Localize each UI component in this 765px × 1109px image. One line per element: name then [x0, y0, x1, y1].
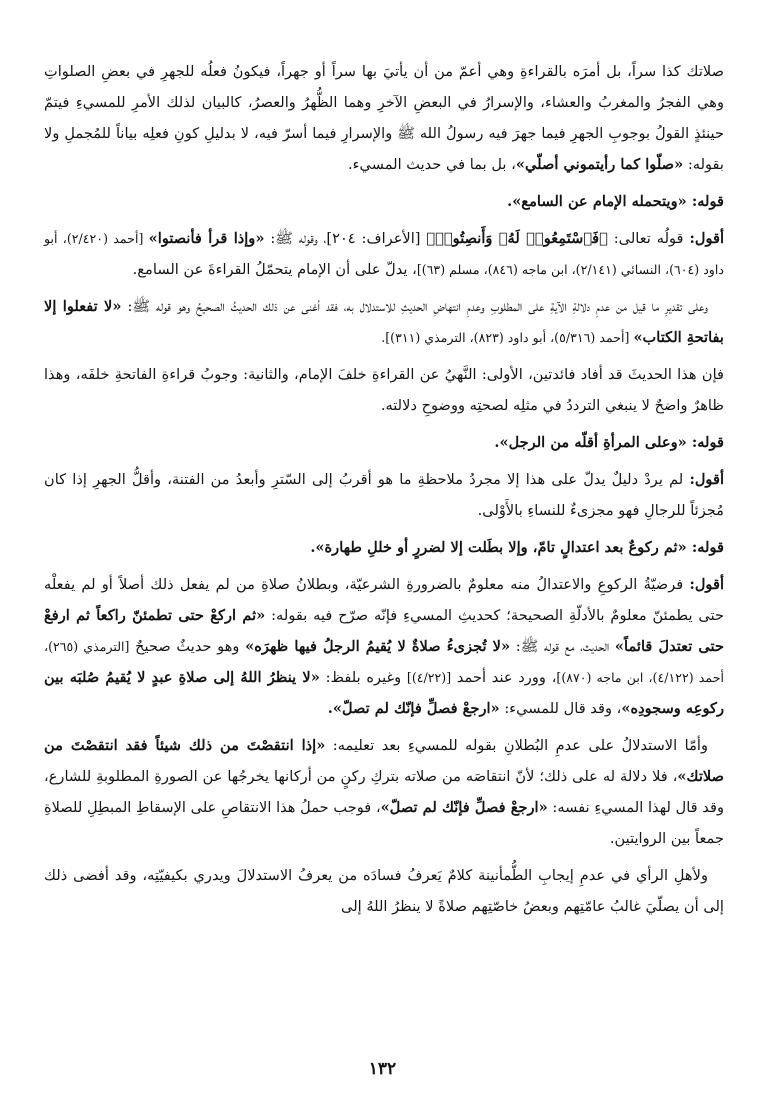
bold-text-run: قوله: «ثم ركوعٌ بعد اعتدالٍ تامّ، وإلا بطَلت إلا لضررٍ أو خللِ طهارة». — [310, 539, 724, 556]
citation-run: [أحمد (٢/٤٢٠)، أبو داود (٦٠٤)، النسائي (٢/١٤١)، ابن ماجه (٨٤٦)، مسلم (٦٣)] — [44, 231, 724, 277]
text-run: وهو حديثٌ صحيحٌ — [129, 638, 246, 655]
paragraph-aqul-ruku — [44, 569, 724, 724]
citation-run: [(٤/٢٢)] — [406, 670, 452, 685]
bold-text-run: أقول: — [689, 230, 725, 247]
bold-text-run: «لا ينظرُ اللهُ إلى صلاةِ عبدٍ لا يُقيمُ صُلبَه بين ركوعِه وسجودِه» — [44, 669, 724, 717]
text-run: وغيره بلفظ: — [319, 669, 407, 686]
bold-text-run: «وإذا قرأ فأنصتوا» — [148, 230, 265, 247]
text-run: وأمّا الاستدلالُ على عدمِ البُطلانِ بقوله للمسيءِ بعد تعليمه: — [325, 737, 708, 754]
text-run: ، فوجب حملُ هذا الانتقاصِ على الإسقاطِ المبطِلِ للصلاةِ جمعاً بين الروايتين. — [44, 799, 724, 847]
citation-run: [الترمذي (٢٦٥)، أحمد (٤/١٢٢)، ابن ماجه (٨٧٠)] — [44, 639, 724, 685]
text-run: وعلى تقديرِ ما قيل من عدمِ دلالةِ الآيةِ على المطلوبِ وعدمِ انتهاضِ الحديثِ للاستدلال به، فقد أغنى عن ذلك الحديثُ الصحيحُ وهو قوله ﷺ: — [121, 298, 708, 315]
paragraph-taqdir — [44, 291, 724, 353]
citation-run: [أحمد (٥/٣١٦)، أبو داود (٨٢٣)، الترمذي (٣١١)]. — [381, 330, 634, 345]
paragraph-ahl-al-ray — [44, 860, 724, 922]
page-body — [44, 56, 724, 922]
text-run: فرضيّةُ الركوعِ والاعتدالُ منه معلومٌ بالضرورةِ الشرعيّة، وبطلانُ صلاةِ من لم يفعل ذلك أصلاً أو لم يفعلْه حتى يطمئنّ معلومٌ بالأدلّةِ الصحيحة؛ كحديثِ المسيءِ فإنّه صرّح فيه بقوله: — [44, 576, 724, 624]
text-run: ، فلا دلالة له على ذلك؛ لأنّ انتقاصَه من صلاته بتركِ ركنٍ من أركانها يخرجُها عن الصورةِ المطلوبةِ للشارع، وقد قال لهذا المسيءِ نفسه: — [44, 768, 724, 816]
page-number: ١٣٢ — [368, 1059, 397, 1079]
bold-text-run: ﴿فَٱسْتَمِعُوا۟ لَهُۥ وَأَنصِتُوا۟﴾ — [426, 230, 608, 247]
bold-text-run: «لا تُجزىءُ صلاةٌ لا يُقيمُ الرجلُ فيها ظهرَه» — [245, 638, 511, 655]
text-run: صلاتك كذا سراً، بل أمرَه بالقراءةِ وهي أعمّ من أن يأتيَ بها سراً أو جهراً، فيكونُ فعلُه للجهرِ في بعضِ الصلواتِ وهي الفجرُ والمغربُ والعشاء، والإسرارُ في البعضِ الآخرِ وهما الظُّهرُ والعصرُ، كالبيان لذلك الأمرِ للمسيءِ فيتمّ حينئذٍ القولُ بوجوبِ الجهرِ فيما جهرَ فيه رسولُ الله ﷺ والإسرارِ فيما أسرّ فيه، لا بدليلِ كونِ فعلِه بياناً للمُجملِ ولا بقوله: — [44, 63, 724, 173]
text-run: ، وقد قال للمسيء: — [499, 700, 622, 717]
text-run: ، وورد عند أحمد — [451, 669, 557, 686]
heading-qawluhu-marah — [44, 427, 724, 458]
text-run: الحديث، مع قوله ﷺ: — [510, 638, 615, 655]
text-run: [الأعراف: ٢٠٤]، وقوله ﷺ: — [264, 230, 427, 247]
text-run: ، بل بما في حديث المسيء. — [348, 156, 516, 173]
bold-text-run: «لا تفعلوا إلا بفاتحةِ الكتاب» — [44, 298, 724, 346]
text-run: ، يدلّ على أن الإمام يتحمّلُ القراءةَ عن السامع. — [132, 261, 417, 278]
heading-qawluhu-imam — [44, 186, 724, 217]
text-run: فإن هذا الحديثَ قد أفاد فائدتين، الأولى: النَّهيُ عن القراءةِ خلفَ الإمام، والثانية: وجوبُ قراءةِ الفاتحةِ خلفَه، وهذا ظاهرٌ واضحٌ لا ينبغي الترددُ في مثلِه لصحتِه ووضوحِ دلالته. — [44, 366, 724, 414]
bold-text-run: «ثم اركعْ حتى تطمئنّ راكعاً ثم ارفعْ حتى تعتدلَ قائماً» — [44, 607, 724, 655]
paragraph-faidatain — [44, 359, 724, 421]
bold-text-run: أقول: — [689, 576, 724, 593]
heading-qawluhu-ruku — [44, 532, 724, 563]
paragraph-istidlal-butlan — [44, 730, 724, 854]
paragraph-1 — [44, 56, 724, 180]
text-run: لم يردْ دليلٌ يدلّ على هذا إلا مجردُ ملاحظةِ ما هو أقربُ إلى السّترِ وأبعدُ من الفتنة، وأقلُّ الجهرِ إذا كان مُجزئاً للرجالِ فهو مجزىءٌ للنساءِ بالأَوْلى. — [44, 471, 724, 519]
bold-text-run: «ارجعْ فصلِّ فإنّك لم تصلّ» — [380, 799, 548, 816]
bold-text-run: «ارجعْ فصلِّ فإنّك لم تصلّ». — [327, 700, 500, 717]
bold-text-run: قوله: «ويتحمله الإمام عن السامع». — [507, 193, 724, 210]
paragraph-aqul-marah — [44, 464, 724, 526]
text-run: قولُه تعالى: — [607, 230, 690, 247]
bold-text-run: «إذا انتقصْتَ من ذلك شيئاً فقد انتقصْتَ من صلاتك» — [44, 737, 724, 785]
bold-text-run: أقول: — [689, 471, 724, 488]
bold-text-run: قوله: «وعلى المرأةِ أقلّه من الرجل». — [494, 434, 724, 451]
text-run: ولأهلِ الرأي في عدمِ إيجابِ الطُّمأنينة كلامٌ يَعرفُ فسادَه من يعرفُ الاستدلالَ ويدري بكيفيّتِه، وقد أفضى ذلك إلى أن يصلّيَ غالبُ عامّتِهم وبعضُ خاصّتِهم صلاةً لا ينظرُ اللهُ إلى — [44, 867, 724, 915]
bold-text-run: «صلّوا كما رأيتموني أصلّي» — [515, 156, 684, 173]
paragraph-aqul-istimaa — [44, 223, 724, 285]
